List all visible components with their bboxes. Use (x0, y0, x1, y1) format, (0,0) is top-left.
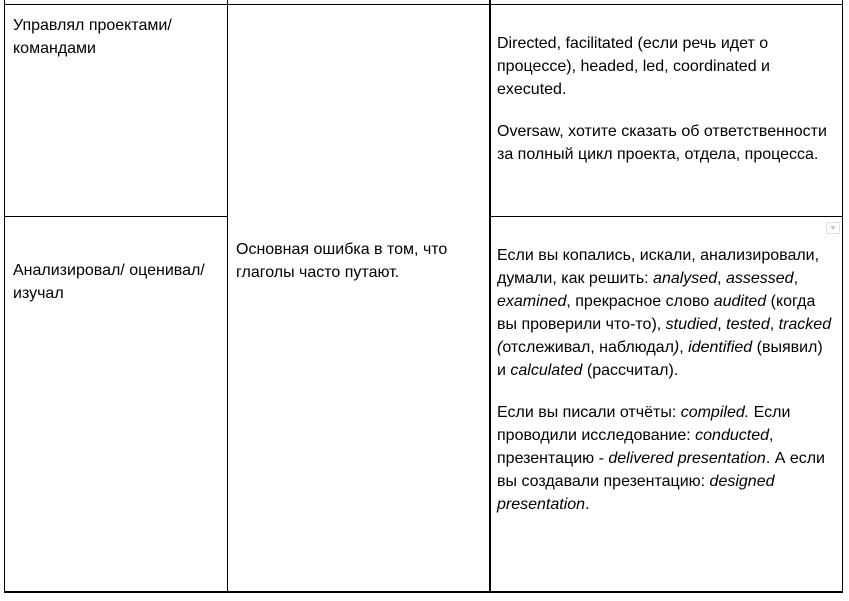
italic-term: studied (665, 316, 718, 333)
italic-term: identified (688, 339, 753, 356)
text-run: , (793, 270, 799, 287)
table-border-bottom (4, 591, 842, 593)
italic-term: analysed (653, 270, 718, 287)
text-run: , (769, 316, 779, 333)
description-paragraph (497, 244, 833, 382)
text-run: , презентацию - (497, 427, 774, 467)
row-description-analysed (497, 244, 833, 516)
italic-term: audited (713, 293, 767, 310)
row-description-managed (497, 32, 833, 166)
text-run: , (717, 316, 727, 333)
description-paragraph (497, 120, 833, 166)
column-divider-1 (227, 0, 228, 593)
text-run: Если вы писали отчёты: (497, 404, 681, 421)
row-label-text: Управлял проектами/командами (13, 17, 172, 57)
text-run: , (717, 270, 726, 287)
italic-term: assessed (725, 270, 794, 287)
text-run: Directed, facilitated (если речь идет о процессе), headed, led, coordinated и executed. (497, 35, 770, 98)
text-run: . (585, 496, 590, 513)
merged-note-cell (236, 238, 482, 284)
row-label-managed (13, 14, 218, 60)
table-border-left (4, 0, 5, 593)
text-run: Если вы копались, искали, анализировали, думали, как решить: (497, 247, 820, 287)
italic-term: tracked ( (497, 316, 832, 356)
table-border-right (842, 0, 843, 593)
description-paragraph (497, 401, 833, 516)
text-run: (рассчитал). (582, 362, 679, 379)
italic-term: ) (673, 339, 680, 356)
italic-term: designed presentation (497, 473, 775, 513)
cell-dropdown-icon[interactable] (826, 222, 840, 234)
row-divider-left (4, 216, 227, 217)
text-run: . А если вы создавали презентацию: (497, 450, 825, 490)
description-paragraph (497, 32, 833, 101)
column-divider-2 (489, 0, 491, 593)
text-run: , прекрасное слово (566, 293, 714, 310)
text-run: (когда вы проверили что-то), (497, 293, 816, 333)
italic-term: compiled. (680, 404, 750, 421)
row-label-analysed (13, 259, 218, 305)
italic-term: examined (497, 293, 567, 310)
row-divider-right (489, 216, 842, 217)
text-run: Если проводили исследование: (497, 404, 791, 444)
italic-term: tested (726, 316, 770, 333)
row-label-text: Анализировал/ оценивал/изучал (13, 262, 205, 302)
italic-term: delivered presentation (608, 450, 766, 467)
text-run: (выявил) и (497, 339, 823, 379)
table-border-top (4, 4, 842, 5)
text-run: , (679, 339, 689, 356)
merged-note-text: Основная ошибка в том, что глаголы часто путают. (236, 241, 448, 281)
italic-term: conducted (695, 427, 769, 444)
text-run: отслеживал, наблюдал (502, 339, 674, 356)
text-run: Oversaw, хотите сказать об ответственности за полный цикл проекта, отдела, процесса. (497, 123, 827, 163)
italic-term: calculated (510, 362, 583, 379)
